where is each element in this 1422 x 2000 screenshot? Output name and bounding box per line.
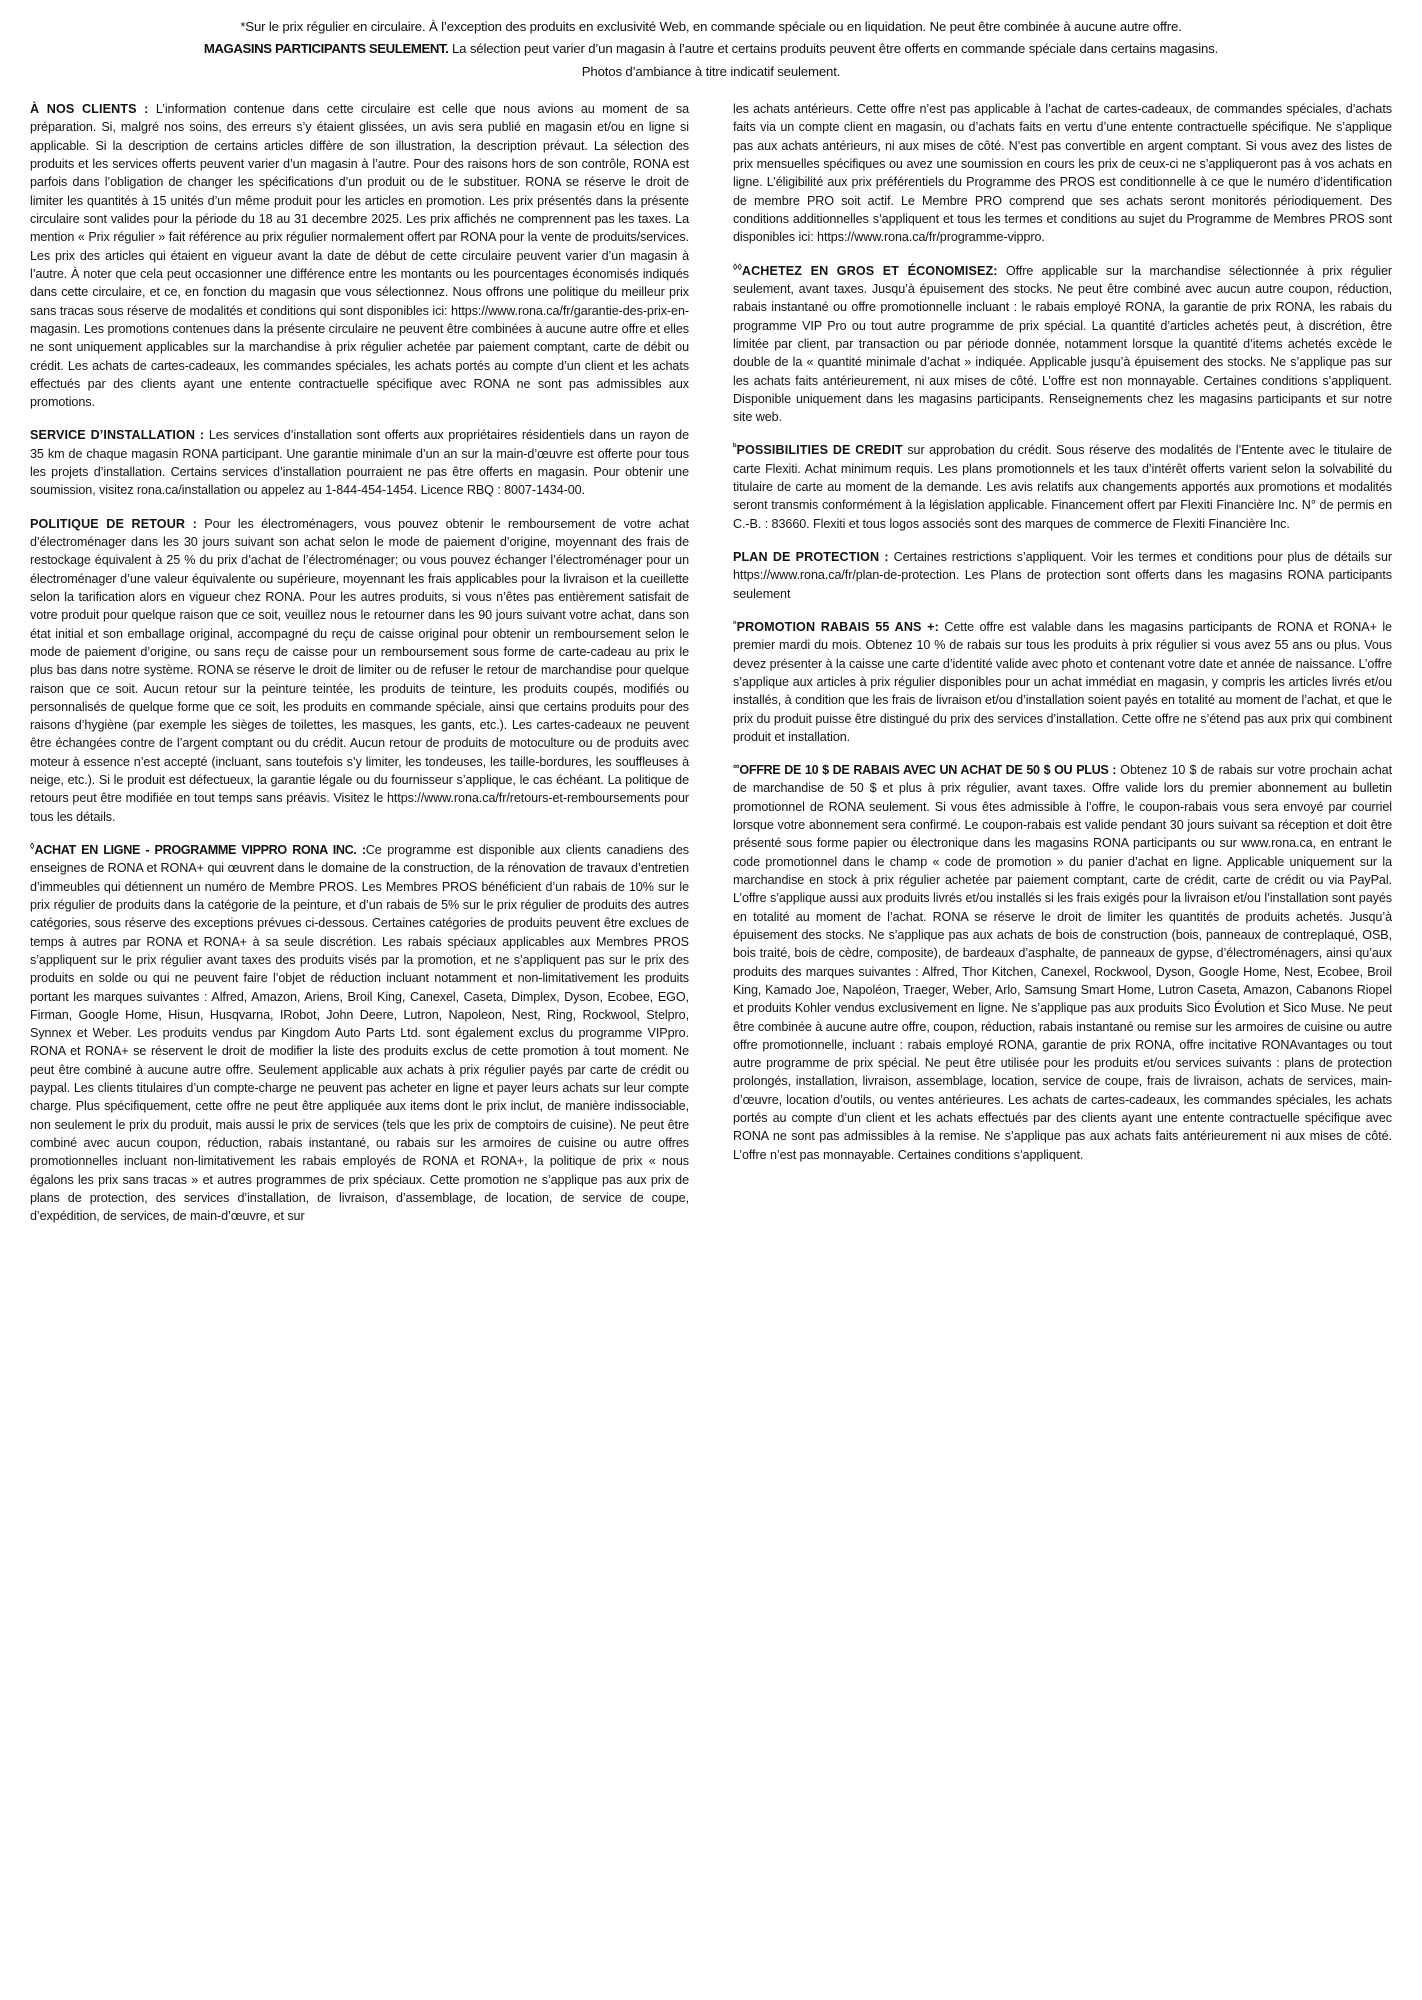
- section-heading: OFFRE DE 10 $ DE RABAIS AVEC UN ACHAT DE 50 $ OU PLUS :: [739, 763, 1117, 778]
- section-body: L’information contenue dans cette circulaire est celle que nous avions au moment de sa préparation. Si, malgré nos soins, des erreurs s’y étaient glissées, un avis sera publié en magasin et/ou en ligne si applicable. Si la description de certains articles diffère de son illustration, la description prévaut. La sélection des produits et les services offerts peuvent varier d’un magasin à l’autre. Pour des raisons hors de son contrôle, RONA est parfois dans l’obligation de changer les spécifications d’un produit ou de le substituer. RONA se réserve le droit de limiter les quantités à 15 unités d’un même produit pour les articles en promotion. Les prix présentés dans la présente circulaire sont valides pour la période du 18 au 31 decembre 2025. Les prix affichés ne comprennent pas les taxes. La mention « Prix régulier » fait référence au prix régulier normalement offert par RONA pour la vente de produits/services. Les prix des articles qui étaient en vigueur avant la date de début de cette circulaire peuvent varier d’un magasin à l’autre. À noter que cela peut occasionner une différence entre les montants ou les pourcentages économisés indiqués dans cette circulaire, et ce, en fonction du magasin que vous sélectionnez. Nous offrons une politique du meilleur prix sans tracas sous réserve de modalités et conditions qui sont disponibles ici: https://www.rona.ca/fr/garantie-des-prix-en-magasin. Les promotions contenues dans la présente circulaire ne peuvent être combinées à aucune autre offre et elles ne sont uniquement applicables sur la marchandise à prix régulier achetée par paiement comptant, carte de débit ou crédit. Les achats de cartes-cadeaux, les commandes spéciales, les achats portés au compte d’un client et les achats effectués par des clients ayant une entente contractuelle spécifique avec RONA ne sont pas admissibles aux promotions.: [30, 102, 689, 410]
- disclaimer-line-2-rest: La sélection peut varier d’un magasin à l’autre et certains produits peuvent être offerts en commande spéciale dans certains magasins.: [448, 41, 1219, 57]
- section-body: Les services d’installation sont offerts aux propriétaires résidentiels dans un rayon de 35 km de chaque magasin RONA participant. Une garantie minimale d’un an sur la main-d’œuvre est offerte pour tous les projets d’installation. Certains services d’installation pourraient ne pas être offerts en magasin. Pour obtenir une soumission, visitez rona.ca/installation ou appelez au 1-844-454-1454. Licence RBQ : 8007-1434-00.: [30, 428, 689, 498]
- disclaimer-line-3: Photos d’ambiance à titre indicatif seulement.: [581, 63, 841, 79]
- section-body: Obtenez 10 $ de rabais sur votre prochain achat de marchandise de 50 $ et plus à prix régulier, avant taxes. Offre valide lors du premier abonnement au bulletin promotionnel de RONA seulement. Si vous êtes admissible à l’offre, le coupon-rabais vous sera envoyé par courriel lorsque votre abonnement sera confirmé. Le coupon-rabais est valide pendant 30 jours suivant sa réception et doit être présenté sous forme papier ou électronique dans les magasins RONA participants ou sur www.rona.ca, en entrant le code promotionnel dans le champ « code de promotion » du panier d’achat en ligne. Applicable uniquement sur la marchandise en stock à prix régulier achetée par paiement comptant, carte de crédit, carte de crédit ou via PayPal. L’offre s’applique aussi aux produits livrés et/ou installés si les frais exigés pour la livraison et/ou l’installation sont payés en totalité au moment de l’achat. RONA se réserve le droit de limiter les quantités de produits achetés. Jusqu’à épuisement des stocks. Ne s’applique pas aux achats de bois de construction (bois, panneaux de contreplaqué, OSB, bois traité, bois de cèdre, composite), de bardeaux d’asphalte, de panneaux de gypse, d’électroménagers, ainsi qu’aux produits des marques suivantes : Alfred, Thor Kitchen, Canexel, Rockwool, Dyson, Google Home, Nest, Ecobee, Broil King, Kamado Joe, Napoléon, Traeger, Weber, Arlo, Samsung Smart Home, Lutron Caseta, Amazon, Cabanons Riopel et produits Kohler vendus exclusivement en ligne. Ne s’applique pas aux produits Sico Évolution et Sico Muse. Ne peut être combinée à aucune autre offre, coupon, réduction, rabais instantané ou remise sur les armoires de cuisine ou autre offre promotionnelle, incluant : rabais employé RONA, garantie de prix RONA, offre incitative RONAvantages ou tout autre programme de prix spécial. Ne peut être utilisée pour les produits et/ou services suivants : plans de protection prolongés, installation, livraison, assemblage, location, service de coupe, frais de livraison, achats de services, main-d’œuvre, location d’outils, ou ventes antérieures. Les achats de cartes-cadeaux, les commandes spéciales, les achats portés au compte d’un client et les achats effectués par des clients ayant une entente contractuelle spécifique avec RONA ne sont pas admissibles à la remise. Ne s’applique pas aux achats faits antérieurement ni aux mises de côté. L’offre n’est pas monnayable. Certaines conditions s’appliquent.: [733, 763, 1392, 1162]
- footnote-marker: ◊◊: [733, 261, 742, 272]
- footnote-marker: ᵇ: [733, 441, 737, 452]
- section-politique-de-retour: [30, 515, 689, 826]
- section-heading: ACHETEZ EN GROS ET ÉCONOMISEZ:: [741, 263, 998, 278]
- section-body: les achats antérieurs. Cette offre n’est pas applicable à l’achat de cartes-cadeaux, de commandes spéciales, d’achats faits via un compte client en magasin, ou d’achats faits en vertu d’une entente contractuelle spécifique. Ne s’applique pas aux achats antérieurs, ni aux mises de côté. N’est pas convertible en argent comptant. Si vous avez des listes de prix mensuelles spécifiques ou avez une soumission en cours les prix de ceux-ci ne s’appliqueront pas à vos achats en ligne. L’éligibilité aux prix préférentiels du Programme des PROS est conditionnelle à ce que le numéro d’identification de membre PRO soit actif. Le Membre PRO comprend que ses achats seront monitorés périodiquement. Des conditions additionnelles s’appliquent et tous les termes et conditions au sujet du Programme de Membres PROS sont disponibles ici: https://www.rona.ca/fr/programme-vippro.: [733, 102, 1392, 245]
- right-column: [733, 100, 1392, 1164]
- section-heading: PROMOTION RABAIS 55 ANS +:: [736, 619, 939, 634]
- section-a-nos-clients: [30, 100, 689, 411]
- section-body: Certaines restrictions s’appliquent. Voir les termes et conditions pour plus de détails sur https://www.rona.ca/fr/plan-de-protection. Les Plans de protection sont offerts dans les magasins RONA participants seulement: [733, 550, 1393, 601]
- section-heading: POSSIBILITIES DE CREDIT: [736, 443, 903, 458]
- disclaimer-line-1: *Sur le prix régulier en circulaire. À l’exception des produits en exclusivité Web, en commande spéciale ou en liquidation. Ne peut être combinée à aucune autre offre.: [240, 19, 1182, 34]
- section-heading: À NOS CLIENTS :: [30, 102, 149, 117]
- section-body: Ce programme est disponible aux clients canadiens des enseignes de RONA et RONA+ qui œuvrent dans le domaine de la construction, de la rénovation de travaux d’entretien d’immeubles qui détiennent un numéro de Membre PROS. Les Membres PROS bénéficient d’un rabais de 10% sur le prix régulier de produits dans la catégorie de la peinture, et d’un rabais de 5% sur le prix régulier de produits des autres catégories, sous réserve des exceptions prévues ci-dessous. Certaines catégories de produits peuvent être exclues de temps à autres par RONA et RONA+ à sa seule discrétion. Les rabais spéciaux applicables aux Membres PROS s’appliquent sur le prix régulier avant taxes des produits visés par la promotion, et ne s’appliquent pas sur le prix des produits en solde ou qui ne peuvent faire l’objet de réduction incluant notamment et non-limitativement les produits portant les marques suivantes : Alfred, Amazon, Ariens, Broil King, Canexel, Caseta, Dimplex, Dyson, Ecobee, EGO, Firman, Google Home, Hisun, Husqvarna, IRobot, John Deere, Lutron, Napoleon, Nest, Ring, Rockwool, Stelpro, Synnex et Weber. Les produits vendus par Kingdom Auto Parts Ltd. sont également exclus du programme VIPpro. RONA et RONA+ se réservent le droit de modifier la liste des produits exclus de cette promotion à tout moment. Ne peut être combiné à aucune autre offre. Seulement applicable aux achats à prix régulier payés par carte de crédit ou paypal. Les clients titulaires d’un compte-charge ne peuvent pas acheter en ligne et payer leurs achats sur leur compte charge. Plus spécifiquement, cette offre ne peut être appliquée aux items dont le prix inclut, de manière indissociable, non seulement le prix du produit, mais aussi le prix de services (tels que les prix de comptoirs de cuisine). Ne peut être combiné avec aucun coupon, réduction, rabais instantané, ou rabais sur les armoires de cuisine ou autre offres promotionnelles incluant non-limitativement les rabais employés de RONA et RONA+, la politique de prix « nous égalons les prix sans tracas » et autres programmes de prix spéciaux. Cette promotion ne s’applique pas aux prix de plans de protection, des services d’installation, de livraison, d’assemblage, de location, de service de coupe, d’expédition, de services, de main-d’œuvre, et sur: [30, 843, 689, 1224]
- section-promotion-rabais-55-ans: [733, 618, 1392, 746]
- two-column-body: [26, 100, 1396, 1225]
- section-possibilites-de-credit: [733, 441, 1392, 533]
- section-body: Cette offre est valable dans les magasins participants de RONA et RONA+ le premier mardi du mois. Obtenez 10 % de rabais sur tous les produits à prix régulier si vous avez 55 ans ou plus. Vous devez présenter à la caisse une carte d’identité valide avec photo et contenant votre date et année de naissance. L’offre s’applique aux articles à prix régulier disponibles pour un achat immédiat en magasin, y compris les articles livrés et/ou installés, à condition que les frais de livraison et/ou d’installation soient payés en totalité au moment de l’achat, et que le prix du produit puisse être distingué du prix des services d’installation. Cette offre ne s’étend pas aux prix qui combinent produit et installation.: [733, 619, 1392, 744]
- section-service-installation: [30, 426, 689, 499]
- participating-stores-label: MAGASINS PARTICIPANTS SEULEMENT.: [203, 41, 449, 57]
- section-achat-en-ligne-vippro: [30, 841, 689, 1226]
- section-heading: SERVICE D’INSTALLATION :: [30, 428, 205, 443]
- section-plan-de-protection: [733, 548, 1392, 603]
- section-body: sur approbation du crédit. Sous réserve des modalités de l’Entente avec le titulaire de carte Flexiti. Achat minimum requis. Les plans promotionnels et les taux d’intérêt offerts varient selon la solvabilité du titulaire de carte au moment de la demande. Les avis relatifs aux changements apportés aux promotions et modalités seront transmis conformément à la législation applicable. Financement offert par Flexiti Financière Inc. N° de permis en C.-B. : 83660. Flexiti et tous logos associés sont des marques de commerce de Flexiti Financière Inc.: [733, 443, 1392, 531]
- disclaimer-line-2: [44, 38, 1378, 59]
- top-disclaimer: [26, 16, 1396, 82]
- section-heading: POLITIQUE DE RETOUR :: [30, 516, 197, 531]
- section-body: Offre applicable sur la marchandise sélectionnée à prix régulier seulement, avant taxes. Jusqu’à épuisement des stocks. Ne peut être combiné avec aucun autre coupon, réduction, rabais instantané ou offre promotionnelle incluant : le rabais employé RONA, la garantie de prix RONA, les rabais du programme VIP Pro ou tout autre programme de prix spécial. La quantité d’articles achetés peut, à discrétion, être limitée par client, par transaction ou par période donnée, notamment lorsque la quantité d’items achetés excède le double de la « quantité minimale d’achat » indiquée. Applicable jusqu’à épuisement des stocks. Ne s’applique pas sur les achats faits antérieurement, ni aux mises de côté. L’offre est non monnayable. Certaines conditions s’appliquent. Disponible uniquement dans les magasins participants. Renseignements chez les magasins participants et sur notre site web.: [733, 263, 1393, 425]
- section-heading: PLAN DE PROTECTION :: [733, 550, 889, 564]
- section-heading: ACHAT EN LIGNE - PROGRAMME VIPPRO RONA INC. :: [34, 843, 366, 857]
- footnote-marker: ∞: [733, 760, 740, 771]
- section-vippro-continued: [733, 100, 1392, 247]
- section-achetez-en-gros: [733, 262, 1392, 427]
- left-column: [30, 100, 689, 1225]
- footnote-marker: ⁿ: [733, 617, 737, 628]
- section-body: Pour les électroménagers, vous pouvez obtenir le remboursement de votre achat d’électroménager dans les 30 jours suivant son achat selon le mode de paiement d’origine, moyennant des frais de restockage équivalent à 25 % du prix d’achat de l’électroménager; ou vous pouvez échanger l’électroménager pour un électroménager d’une valeur équivalente ou supérieure, moyennant les frais applicables pour la livraison et la cueillette selon la tarification alors en vigueur chez RONA. Pour les autres produits, si vous n’êtes pas entièrement satisfait de votre produit pour quelque raison que ce soit, veuillez nous le retourner dans les 90 jours suivant votre achat, dans son état initial et son emballage original, accompagné du reçu de caisse original pour obtenir un remboursement selon le mode de paiement d’origine, ou sans reçu de caisse pour un remboursement sous forme de carte-cadeau au prix le plus bas dans notre système. RONA se réserve le droit de limiter ou de refuser le retour de marchandise pour quelque raison que ce soit. Aucun retour sur la peinture teintée, les produits de teinture, les produits coupés, modifiés ou personnalisés de quelque forme que ce soit, les produits en commande spéciale, ainsi que certains produits pour des raisons d’hygiène (par exemple les sièges de toilettes, les masques, les gants, etc.). Les cartes-cadeaux ne peuvent être échangées contre de l’argent comptant ou du crédit. Aucun retour de produits de motoculture ou de produits avec moteur à essence n’est accepté (incluant, sans toutefois s’y limiter, les tondeuses, les taille-bordures, les souffleuses à neige, etc.). Si le produit est défectueux, la garantie légale ou du fournisseur s’applique, le cas échéant. La politique de retours peut être modifiée en tout temps sans préavis. Visitez le https://www.rona.ca/fr/retours-et-remboursements pour tous les détails.: [30, 516, 690, 824]
- section-offre-10-dollars: [733, 761, 1392, 1164]
- footnote-marker: ◊: [30, 840, 35, 851]
